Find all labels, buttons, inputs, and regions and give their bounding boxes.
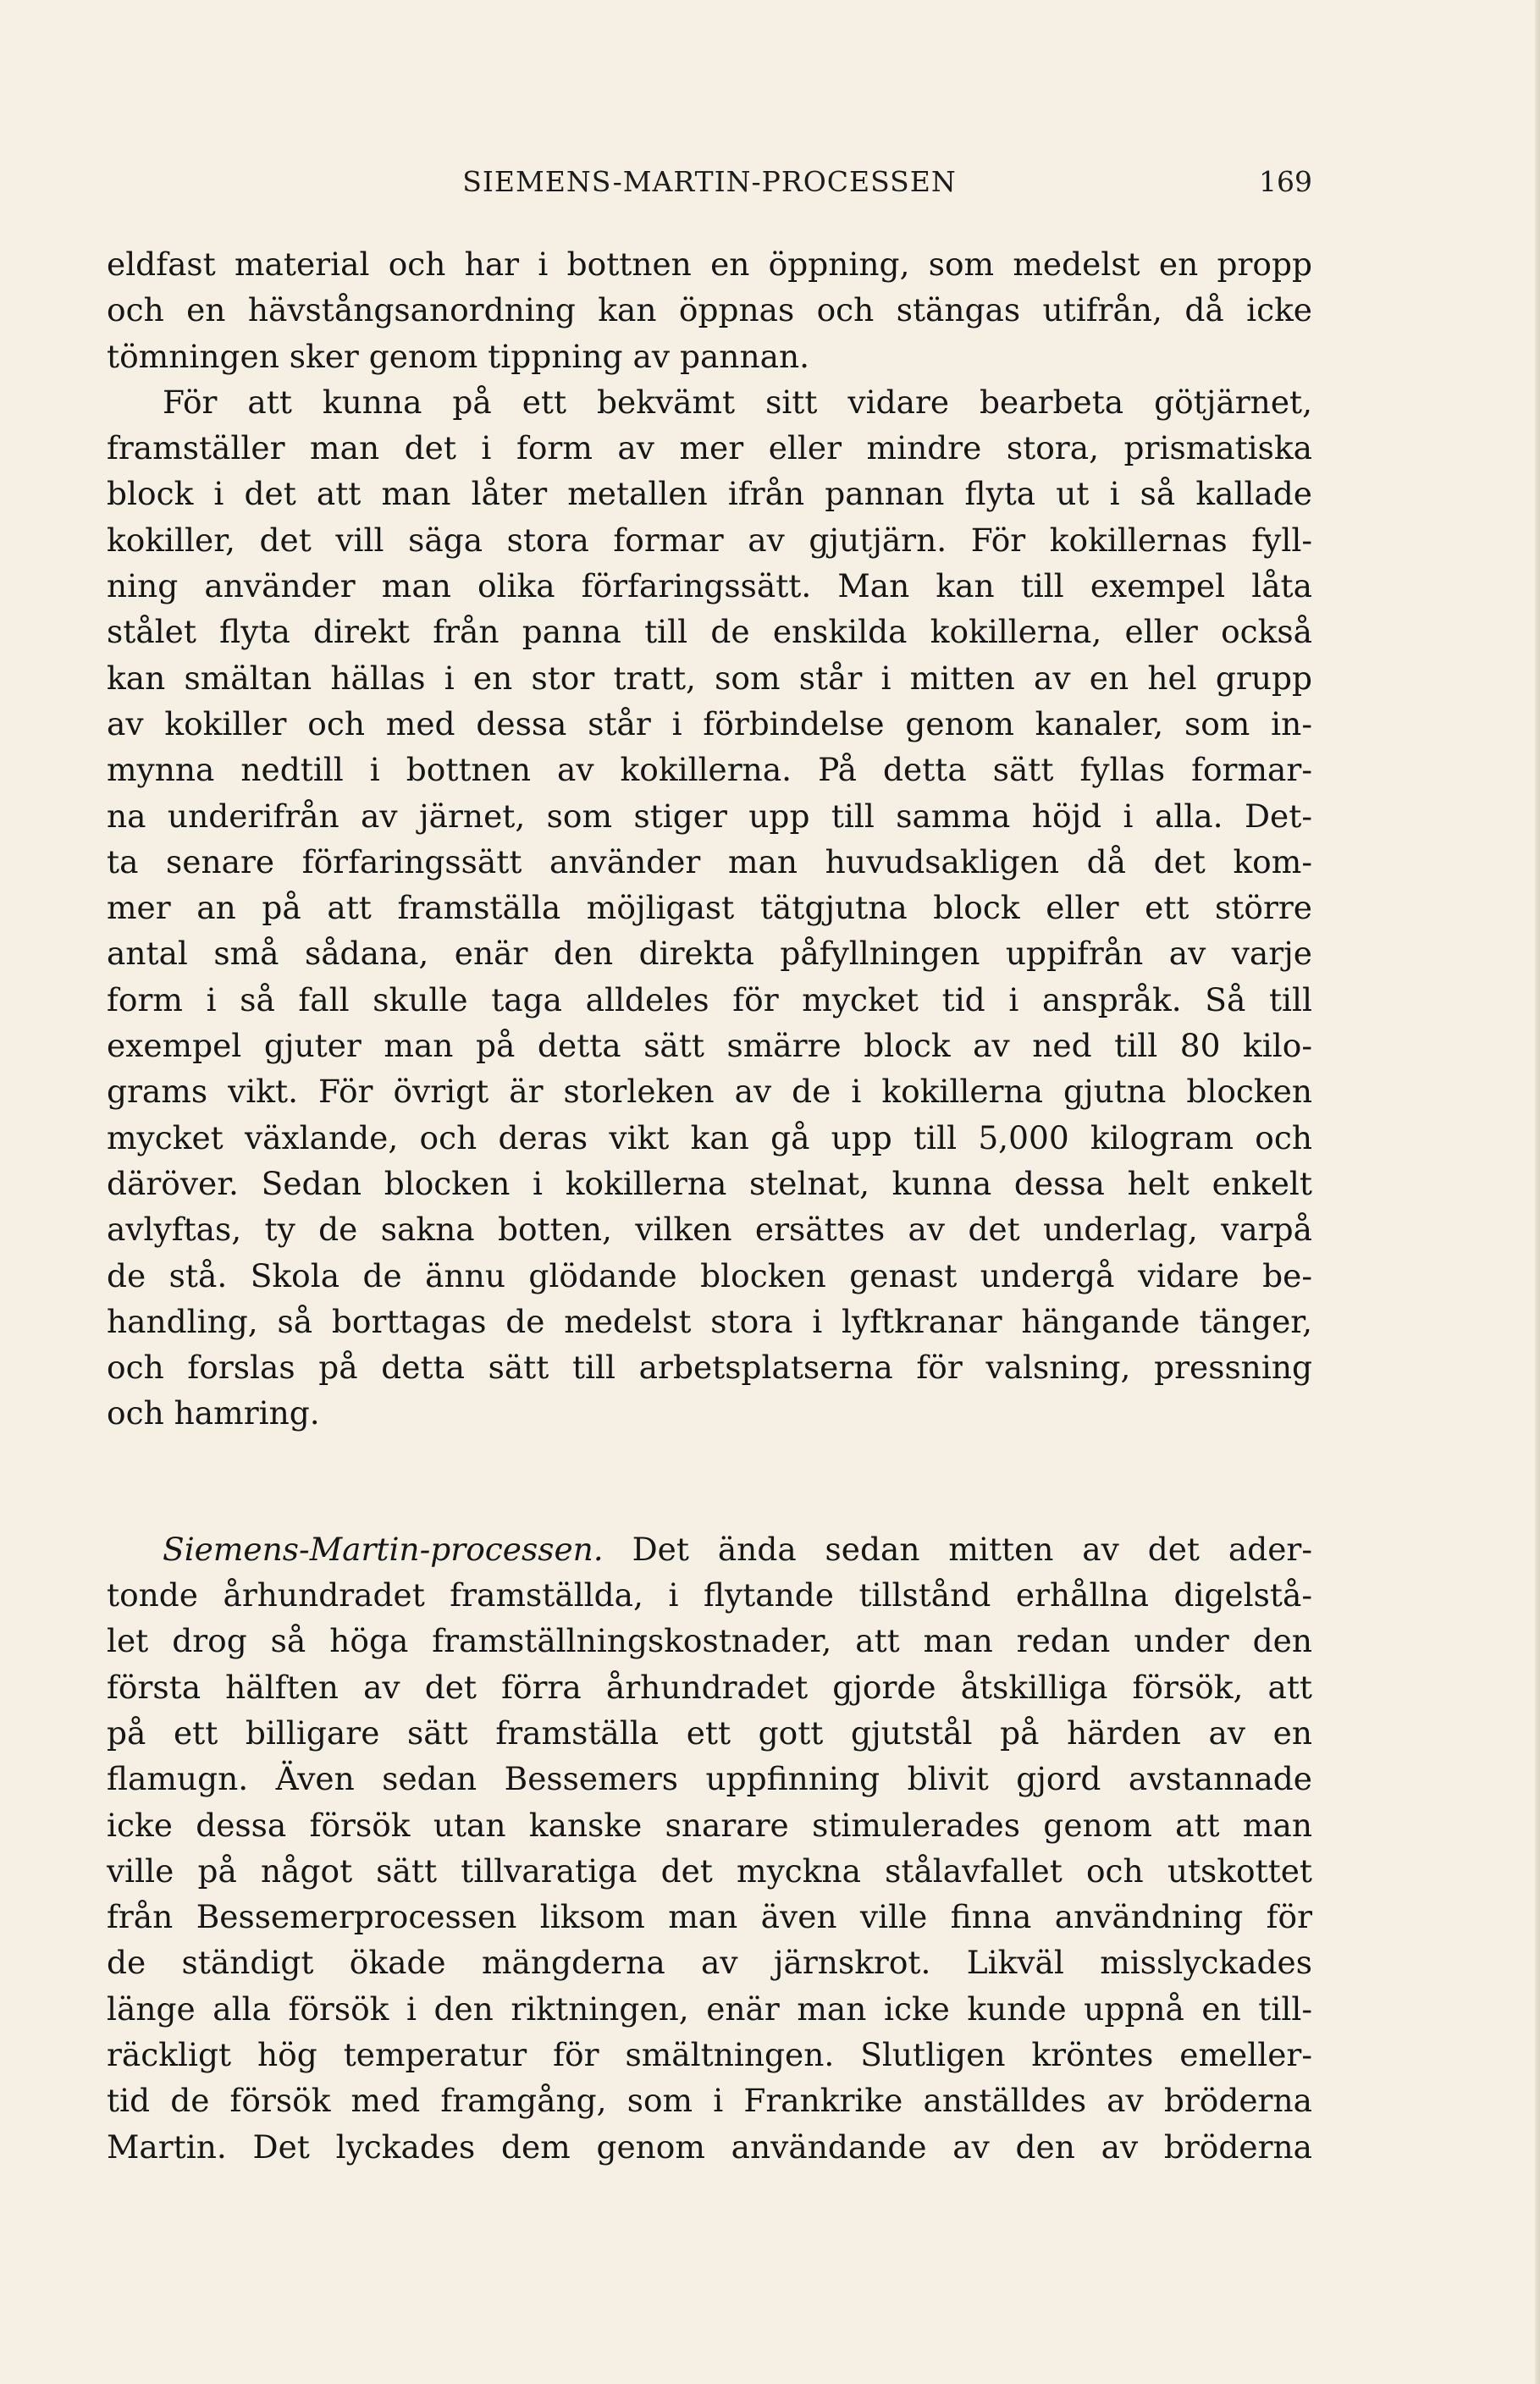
running-head [107,165,1312,207]
text-line: stålet flyta direkt från panna till de enskilda kokillerna, eller också [107,613,1312,651]
text-line: block i det att man låter metallen ifrån pannan flyta ut i så kallade [107,475,1312,513]
section-spacer [107,1437,1312,1526]
text-line: de stå. Skola de ännu glödande blocken genast undergå vidare be- [107,1256,1312,1294]
text-line: första hälften av det förra århundradet gjorde åtskilliga försök, att [107,1668,1312,1706]
text-line: mynna nedtill i bottnen av kokillerna. På detta sätt fyllas formar- [107,751,1312,789]
text-line: avlyftas, ty de sakna botten, vilken ersättes av det underlag, varpå [107,1211,1312,1249]
text-line: na underifrån av järnet, som stiger upp till samma höjd i alla. Det- [107,797,1312,835]
text-line: mer an på att framställa möjligast tätgjutna block eller ett större [107,889,1312,927]
text-line: och en hävstångsanordning kan öppnas och stängas utifrån, då icke [107,291,1312,329]
text-line: tömningen sker genom tippning av pannan. [107,337,810,375]
text-line: ning använder man olika förfaringssätt. Man kan till exempel låta [107,567,1312,605]
text-line: mycket växlande, och deras vikt kan gå upp till 5,000 kilogram och [107,1118,1312,1156]
text-line: och hamring. [107,1394,320,1432]
text-line: Martin. Det lyckades dem genom användande av den av bröderna [107,2127,1312,2166]
text-line: exempel gjuter man på detta sätt smärre block av ned till 80 kilo- [107,1027,1312,1065]
text-line: de ständigt ökade mängderna av järnskrot. Likväl misslyckades [107,1944,1312,1982]
text-line: grams vikt. För övrigt är storleken av de i kokillerna gjutna blocken [107,1073,1312,1111]
paragraph-1 [107,241,1312,379]
text-line: icke dessa försök utan kanske snarare stimulerades genom att man [107,1806,1312,1844]
text-line: antal små sådana, enär den direkta påfyllningen uppifrån av varje [107,935,1312,973]
page-edge [1535,0,1540,2384]
section-first-line-text: Det ända sedan mitten av det ader- [632,1530,1313,1568]
text-line: kan smältan hällas i en stor tratt, som står i mitten av en hel grupp [107,659,1312,697]
text-line: tonde århundradet framställda, i flytande tillstånd erhållna digelstå- [107,1576,1312,1614]
text-line: däröver. Sedan blocken i kokillerna stelnat, kunna dessa helt enkelt [107,1164,1312,1202]
text-line: framställer man det i form av mer eller mindre stora, prismatiska [107,429,1312,467]
section-heading: Siemens-Martin-processen. [163,1530,604,1568]
text-line: form i så fall skulle taga alldeles för mycket tid i anspråk. Så till [107,980,1312,1018]
text-line: För att kunna på ett bekvämt sitt vidare bearbeta götjärnet, [163,383,1312,421]
text-line: ta senare förfaringssätt använder man huvudsakligen då det kom- [107,842,1312,880]
text-line: länge alla försök i den riktningen, enär man icke kunde uppnå en till- [107,1989,1312,2028]
page-number: 169 [1259,165,1312,198]
paragraph-2 [107,379,1312,1437]
text-line: kokiller, det vill säga stora formar av gjutjärn. För kokillernas fyll- [107,521,1312,559]
text-line [107,1526,1312,1572]
body-text [107,241,1312,2170]
text-line: räckligt hög temperatur för smältningen. Slutligen kröntes emeller- [107,2035,1312,2073]
running-title: SIEMENS-MARTIN-PROCESSEN [462,165,957,198]
text-line: från Bessemerprocessen liksom man även ville finna användning för [107,1898,1312,1936]
text-line: let drog så höga framställningskostnader, att man redan under den [107,1622,1312,1660]
text-line: eldfast material och har i bottnen en öppning, som medelst en propp [107,246,1312,283]
text-line: av kokiller och med dessa står i förbindelse genom kanaler, som in- [107,704,1312,742]
text-line: ville på något sätt tillvaratiga det myckna stålavfallet och utskottet [107,1851,1312,1890]
text-line: flamugn. Även sedan Bessemers uppfinning blivit gjord avstannade [107,1760,1312,1798]
text-line: och forslas på detta sätt till arbetsplatserna för valsning, pressning [107,1349,1312,1387]
text-line: tid de försök med framgång, som i Frankrike anställdes av bröderna [107,2082,1312,2120]
paragraph-3 [107,1526,1312,2170]
text-line: handling, så borttagas de medelst stora i lyftkranar hängande tänger, [107,1302,1312,1340]
text-line: på ett billigare sätt framställa ett gott gjutstål på härden av en [107,1714,1312,1752]
